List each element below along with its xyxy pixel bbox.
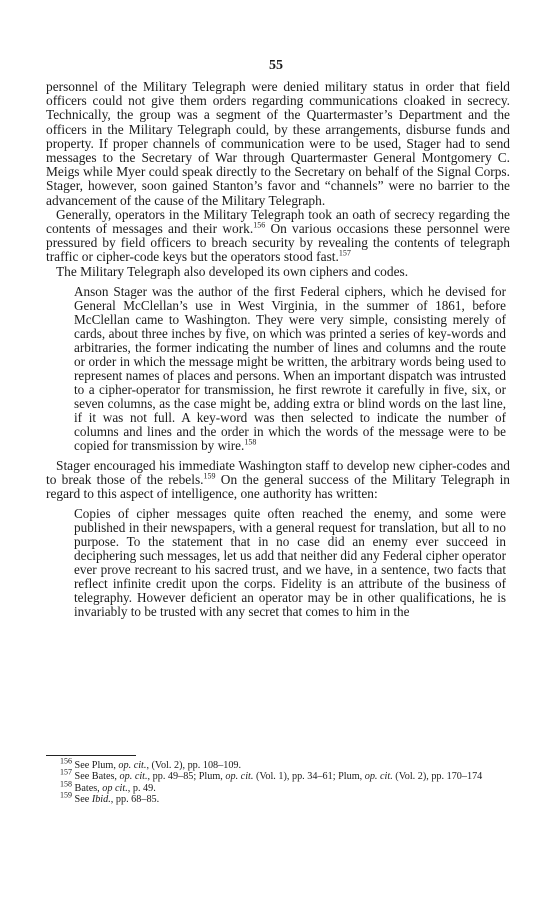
paragraph-2-text-cont: On various occasions these personnel were pressured by field officers to breach security by revealing the contents of telegraph traffic or cipher-code keys but the operators stood fast.: [46, 221, 510, 265]
footnote-text: See Bates,: [72, 771, 120, 783]
body-text: [46, 80, 510, 625]
block-quote-2-text: Copies of cipher messages quite often reached the enemy, and some were published in their newspapers, with a general request for translation, but all to no purpose. To the statement that in no case did an enemy ever succeed in deciphering such messages, let us add that neither did any Federal cipher operator ever prove recreant to his sacred trust, and we have, in a sentence, two facts that reflect infinite credit upon the corps. Fidelity is an attribute of the business of telegraphy. However deficient an operator may be in other qualifications, he is invariably to be trusted with any secret that comes to him in the: [74, 506, 506, 620]
paragraph-1-text: personnel of the Military Telegraph were denied military status in order that field officers could not give them orders regarding communications cloaked in secrecy. Technically, the group was a segment of the Quartermaster’s Department and the officers in the Military Telegraph could, by these arrangements, disburse funds and property. If proper channels of communication were to be used, Stager had to send messages to the Secretary of War through Quartermaster General Montgomery C. Meigs while Myer could speak directly to the Secretary on behalf of the Signal Corps. Stager, however, soon gained Stanton’s favor and “channels” were no barrier to the advancement of the cause of the Military Telegraph.: [46, 79, 510, 208]
paragraph-4: [46, 459, 510, 502]
footnote-159: [46, 790, 516, 806]
paragraph-4-text: Stager encouraged his immediate Washington staff to develop new cipher-codes and to break those of the rebels.: [46, 457, 510, 488]
block-quote-1-text: Anson Stager was the author of the first Federal ciphers, which he devised for General McClellan’s use in West Virginia, in the summer of 1861, before McClellan came to Washington. They were very simple, consisting merely of cards, about three inches by five, on which was printed a series of key-words and arbitraries, the former indicating the number of lines and columns and the route or order in which the message might be written, the arbitrary words being used to represent names of places and persons. When an important dispatch was intrusted to a cipher-operator for transmission, he first rewrote it carefully in five, six, or seven columns, as the case might be, adding extra or blind words on the last line, if it was not full. A key-word was then selected to indicate the number of columns and lines and the order in which the words of the message were to be copied for transmission by wire.: [74, 283, 506, 453]
footnote-italic: op cit.: [102, 782, 128, 794]
footnote-ref-159[interactable]: 159: [203, 471, 216, 481]
footnote-text: See: [72, 794, 92, 806]
footnote-158: [46, 779, 516, 794]
footnote-ref-158[interactable]: 158: [244, 437, 257, 447]
footnote-text: (Vol. 2), pp. 170–174: [392, 771, 483, 783]
footnote-156: [46, 756, 516, 771]
footnote-ref-157[interactable]: 157: [338, 248, 351, 258]
footnote-italic: op. cit.: [118, 760, 147, 771]
page-number: 55: [269, 58, 283, 73]
paragraph-3: [46, 265, 510, 279]
block-quote-1-para: [74, 285, 506, 453]
paragraph-2-text: Generally, operators in the Military Telegraph took an oath of secrecy regarding the contents of messages and their work.: [46, 206, 510, 237]
footnote-text: (Vol. 1), pp. 34–61; Plum,: [253, 771, 365, 783]
footnote-number: 157: [60, 768, 72, 778]
footnote-text: , p. 49.: [127, 782, 156, 794]
block-quote-1: [46, 285, 510, 453]
block-quote-2-para: [74, 507, 506, 619]
paragraph-4-text-cont: On the general success of the Military Telegraph in regard to this aspect of intelligence, one authority has written:: [46, 472, 511, 502]
paragraph-1: [46, 80, 510, 208]
footnote-number: 156: [60, 756, 72, 766]
footnote-text: , pp. 49–85; Plum,: [147, 771, 226, 783]
block-quote-2: [46, 507, 510, 619]
paragraph-2: [46, 208, 510, 265]
footnote-text: Bates,: [72, 782, 103, 794]
footnote-italic: Ibid.: [91, 794, 111, 806]
footnote-italic: op. cit.: [119, 771, 148, 783]
footnote-text: , (Vol. 2), pp. 108–109.: [146, 760, 242, 771]
footnote-italic: op. cit.: [225, 771, 254, 783]
footnotes: [46, 756, 516, 806]
footnote-number: 159: [60, 790, 72, 800]
footnote-text: , pp. 68–85.: [110, 794, 160, 806]
paragraph-3-text: The Military Telegraph also developed its own ciphers and codes.: [56, 263, 409, 279]
footnote-text: See Plum,: [72, 760, 119, 771]
footnote-number: 158: [60, 779, 72, 789]
footnote-ref-156[interactable]: 156: [253, 220, 266, 230]
footnote-italic: op. cit.: [364, 771, 393, 783]
footnote-157: [46, 768, 516, 783]
